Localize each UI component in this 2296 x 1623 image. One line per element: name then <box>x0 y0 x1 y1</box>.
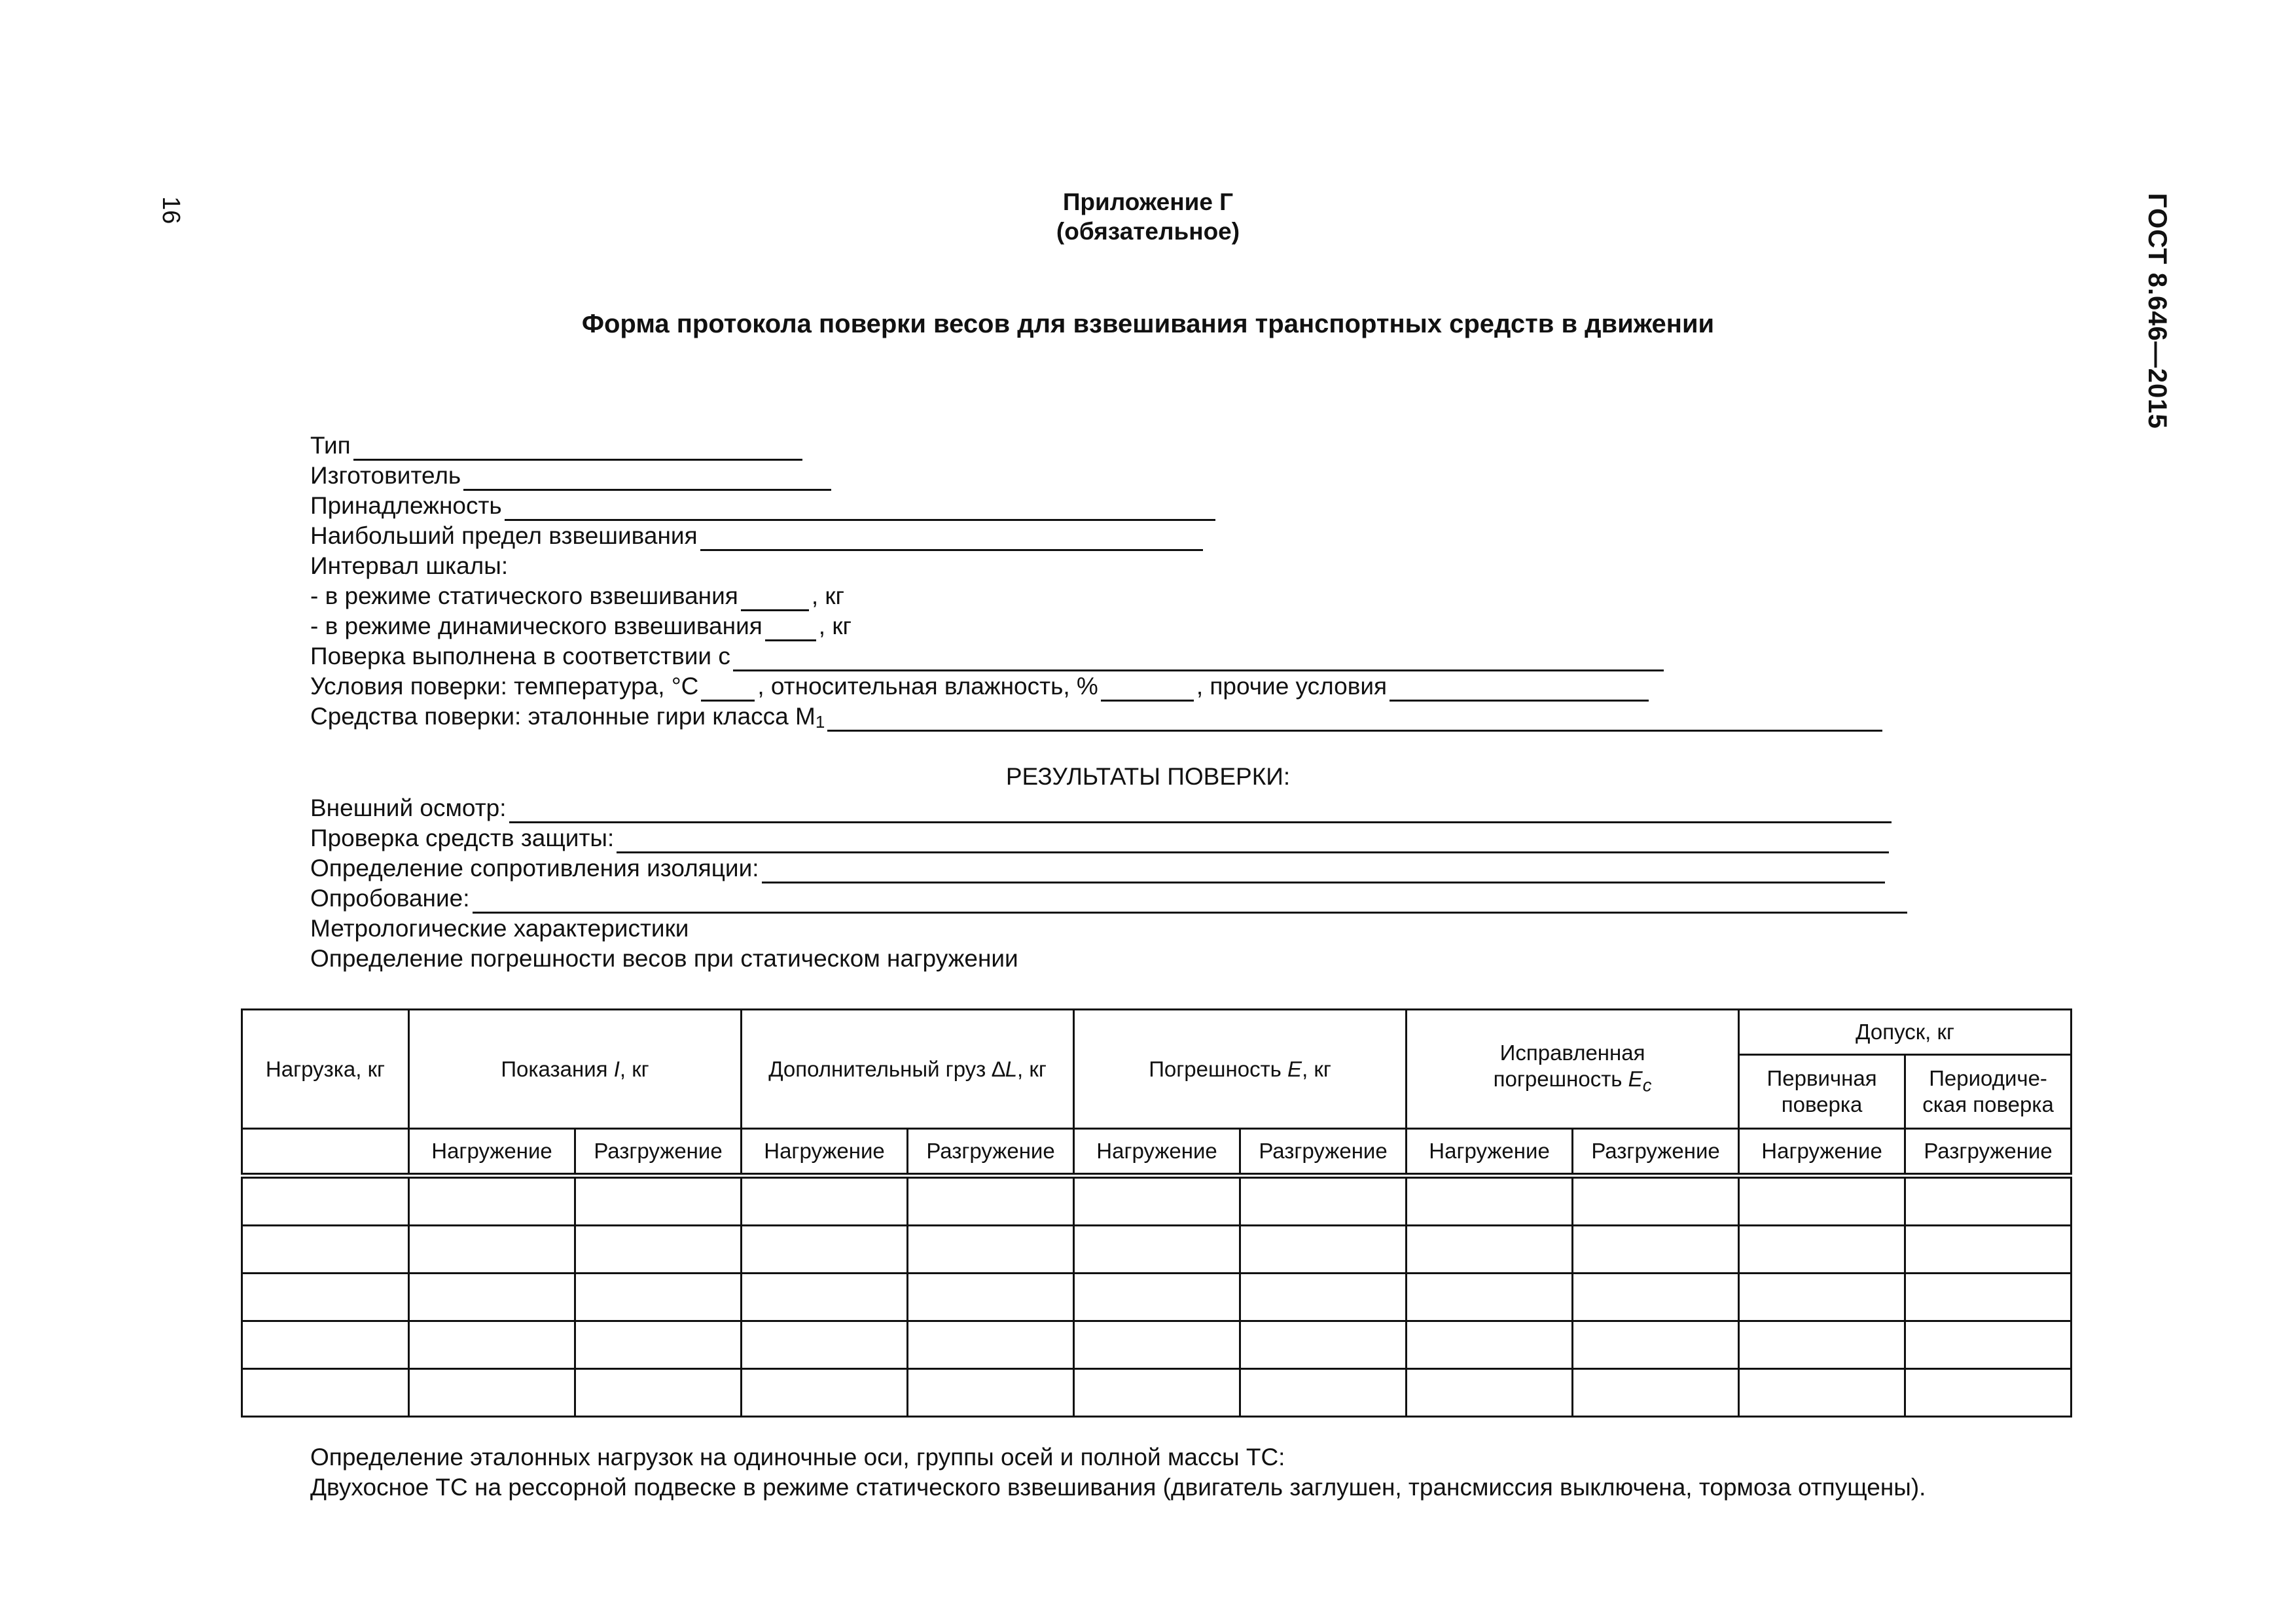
field-type <box>310 431 805 461</box>
table-cell[interactable] <box>1573 1274 1739 1321</box>
result-protection-label: Проверка средств защиты: <box>310 825 615 851</box>
field-dynamic-mode <box>310 611 852 641</box>
field-conditions-temp-label: Условия поверки: температура, °С <box>310 673 699 700</box>
field-other-conditions-blank[interactable] <box>1390 677 1649 702</box>
table-cell[interactable] <box>409 1369 575 1417</box>
field-verification-per-label: Поверка выполнена в соответствии с <box>310 643 730 669</box>
table-cell[interactable] <box>1905 1274 2072 1321</box>
table-cell[interactable] <box>1905 1321 2072 1369</box>
table-cell[interactable] <box>1074 1369 1240 1417</box>
field-manufacturer <box>310 461 834 491</box>
table-cell[interactable] <box>409 1274 575 1321</box>
table-cell[interactable] <box>242 1369 409 1417</box>
table-cell[interactable] <box>908 1176 1074 1226</box>
header-readings: Показания I, кг <box>409 1010 742 1129</box>
table-cell[interactable] <box>409 1176 575 1226</box>
table-cell[interactable] <box>1739 1369 1905 1417</box>
field-dynamic-mode-blank[interactable] <box>765 617 816 641</box>
result-insulation-blank[interactable] <box>762 859 1885 883</box>
table-cell[interactable] <box>1573 1226 1739 1274</box>
table-cell[interactable] <box>1573 1176 1739 1226</box>
subheader-empty <box>242 1129 409 1176</box>
static-error-table <box>241 1008 2072 1418</box>
result-metrology-label: Метрологические характеристики <box>310 915 689 942</box>
result-external-label: Внешний осмотр: <box>310 794 507 821</box>
field-static-mode <box>310 581 844 611</box>
subheader-row <box>242 1129 2072 1176</box>
table-cell[interactable] <box>242 1226 409 1274</box>
field-conditions-humidity-label: , относительная влажность, % <box>757 673 1098 700</box>
table-cell[interactable] <box>242 1274 409 1321</box>
annex-title: Приложение Г <box>1062 188 1234 215</box>
result-testing-label: Опробование: <box>310 885 470 912</box>
field-static-mode-label: - в режиме статического взвешивания <box>310 582 738 609</box>
table-cell[interactable] <box>1739 1226 1905 1274</box>
subheader-unloading: Разгружение <box>1905 1129 2072 1176</box>
table-cell[interactable] <box>1074 1226 1240 1274</box>
table-cell[interactable] <box>1739 1321 1905 1369</box>
table-cell[interactable] <box>1407 1321 1573 1369</box>
table-cell[interactable] <box>908 1274 1074 1321</box>
table-cell[interactable] <box>1074 1176 1240 1226</box>
header-tolerance: Допуск, кг <box>1739 1010 2072 1055</box>
result-insulation-label: Определение сопротивления изоляции: <box>310 855 759 882</box>
footer-line-1: Определение эталонных нагрузок на одиночные оси, группы осей и полной массы ТС: <box>310 1444 1285 1471</box>
table-cell[interactable] <box>1240 1274 1407 1321</box>
field-means <box>310 702 1885 732</box>
table-cell[interactable] <box>1240 1321 1407 1369</box>
field-max-capacity-label: Наибольший предел взвешивания <box>310 522 698 549</box>
header-initial-verification: Первичная поверка <box>1739 1055 1905 1129</box>
table-row <box>242 1176 2072 1226</box>
header-load: Нагрузка, кг <box>242 1010 409 1129</box>
table-cell[interactable] <box>1905 1176 2072 1226</box>
table-cell[interactable] <box>575 1369 742 1417</box>
header-periodic-verification: Периодиче- ская поверка <box>1905 1055 2072 1129</box>
table-cell[interactable] <box>908 1321 1074 1369</box>
subheader-loading: Нагружение <box>409 1129 575 1176</box>
result-protection-blank[interactable] <box>617 829 1889 853</box>
table-body <box>242 1176 2072 1417</box>
table-cell[interactable] <box>242 1176 409 1226</box>
field-conditions-other-label: , прочие условия <box>1196 673 1388 700</box>
unit-kg: , кг <box>818 613 852 639</box>
field-owner-label: Принадлежность <box>310 492 502 519</box>
table-cell[interactable] <box>1240 1226 1407 1274</box>
table-row <box>242 1226 2072 1274</box>
table-cell[interactable] <box>1407 1226 1573 1274</box>
table-cell[interactable] <box>742 1369 908 1417</box>
field-humidity-blank[interactable] <box>1101 677 1194 702</box>
table-cell[interactable] <box>1739 1176 1905 1226</box>
table-cell[interactable] <box>742 1274 908 1321</box>
footer-line-2: Двухосное ТС на рессорной подвеске в режиме статического взвешивания (двигатель заглушен, трансмиссия выключена, тормоза отпущены). <box>310 1474 1926 1501</box>
result-insulation <box>310 853 1888 883</box>
table-cell[interactable] <box>409 1226 575 1274</box>
field-means-label: Средства поверки: эталонные гири класса М <box>310 703 816 730</box>
field-manufacturer-blank[interactable] <box>463 467 831 491</box>
field-owner-blank[interactable] <box>505 497 1215 521</box>
field-dynamic-mode-label: - в режиме динамического взвешивания <box>310 613 762 639</box>
subheader-unloading: Разгружение <box>1573 1129 1739 1176</box>
result-metrology <box>310 914 689 944</box>
subheader-loading: Нагружение <box>742 1129 908 1176</box>
table-cell[interactable] <box>1240 1176 1407 1226</box>
field-scale-interval-label: Интервал шкалы: <box>310 552 509 579</box>
subheader-unloading: Разгружение <box>1240 1129 1407 1176</box>
field-type-blank[interactable] <box>353 437 802 461</box>
result-protection <box>310 823 1892 853</box>
table-cell[interactable] <box>1573 1369 1739 1417</box>
table-cell[interactable] <box>575 1226 742 1274</box>
table-row <box>242 1321 2072 1369</box>
field-scale-interval <box>310 551 508 581</box>
header-corrected-error: Исправленная погрешность $E_c$ <box>1407 1010 1739 1129</box>
table-cell[interactable] <box>1407 1274 1573 1321</box>
field-temperature-blank[interactable] <box>701 677 755 702</box>
table-cell[interactable] <box>742 1321 908 1369</box>
result-static-error <box>310 944 1018 974</box>
field-verification-per-blank[interactable] <box>733 647 1664 671</box>
form-title: Форма протокола поверки весов для взвешивания транспортных средств в движении <box>581 310 1715 338</box>
page-number: 16 <box>157 196 185 224</box>
subheader-loading: Нагружение <box>1407 1129 1573 1176</box>
subheader-unloading: Разгружение <box>575 1129 742 1176</box>
table-cell[interactable] <box>1074 1274 1240 1321</box>
table-cell[interactable] <box>1573 1321 1739 1369</box>
table-cell[interactable] <box>1407 1369 1573 1417</box>
field-max-capacity <box>310 521 1206 551</box>
result-external-blank[interactable] <box>509 799 1892 823</box>
field-verification-per <box>310 641 1666 671</box>
header-additional-load: Дополнительный груз ∆L, кг <box>742 1010 1074 1129</box>
table-cell[interactable] <box>1905 1369 2072 1417</box>
table-cell[interactable] <box>575 1274 742 1321</box>
table-cell[interactable] <box>575 1321 742 1369</box>
field-owner <box>310 491 1218 521</box>
header-error: Погрешность E, кг <box>1074 1010 1407 1129</box>
table-cell[interactable] <box>1074 1321 1240 1369</box>
field-type-label: Тип <box>310 432 351 459</box>
field-static-mode-blank[interactable] <box>741 587 809 611</box>
result-testing <box>310 883 1910 914</box>
field-manufacturer-label: Изготовитель <box>310 462 461 489</box>
table-cell[interactable] <box>1407 1176 1573 1226</box>
table-row <box>242 1274 2072 1321</box>
table-cell[interactable] <box>742 1176 908 1226</box>
table-row <box>242 1369 2072 1417</box>
field-means-subscript: 1 <box>815 712 825 732</box>
subheader-unloading: Разгружение <box>908 1129 1074 1176</box>
annex-status: (обязательное) <box>1056 218 1240 245</box>
subheader-loading: Нагружение <box>1074 1129 1240 1176</box>
result-testing-blank[interactable] <box>473 889 1907 914</box>
subheader-loading: Нагружение <box>1739 1129 1905 1176</box>
table-cell[interactable] <box>908 1369 1074 1417</box>
standard-code: ГОСТ 8.646—2015 <box>2143 193 2172 429</box>
field-means-blank[interactable] <box>827 707 1882 732</box>
table-cell[interactable] <box>575 1176 742 1226</box>
table-cell[interactable] <box>1240 1369 1407 1417</box>
table-cell[interactable] <box>409 1321 575 1369</box>
field-conditions <box>310 671 1651 702</box>
table-cell[interactable] <box>1905 1226 2072 1274</box>
table-cell[interactable] <box>1739 1274 1905 1321</box>
table-cell[interactable] <box>908 1226 1074 1274</box>
table-cell[interactable] <box>242 1321 409 1369</box>
result-static-error-label: Определение погрешности весов при статическом нагружении <box>310 945 1018 972</box>
result-external <box>310 793 1894 823</box>
field-max-capacity-blank[interactable] <box>700 527 1203 551</box>
results-title: РЕЗУЛЬТАТЫ ПОВЕРКИ: <box>1005 763 1291 790</box>
table-cell[interactable] <box>742 1226 908 1274</box>
unit-kg: , кг <box>811 582 845 609</box>
